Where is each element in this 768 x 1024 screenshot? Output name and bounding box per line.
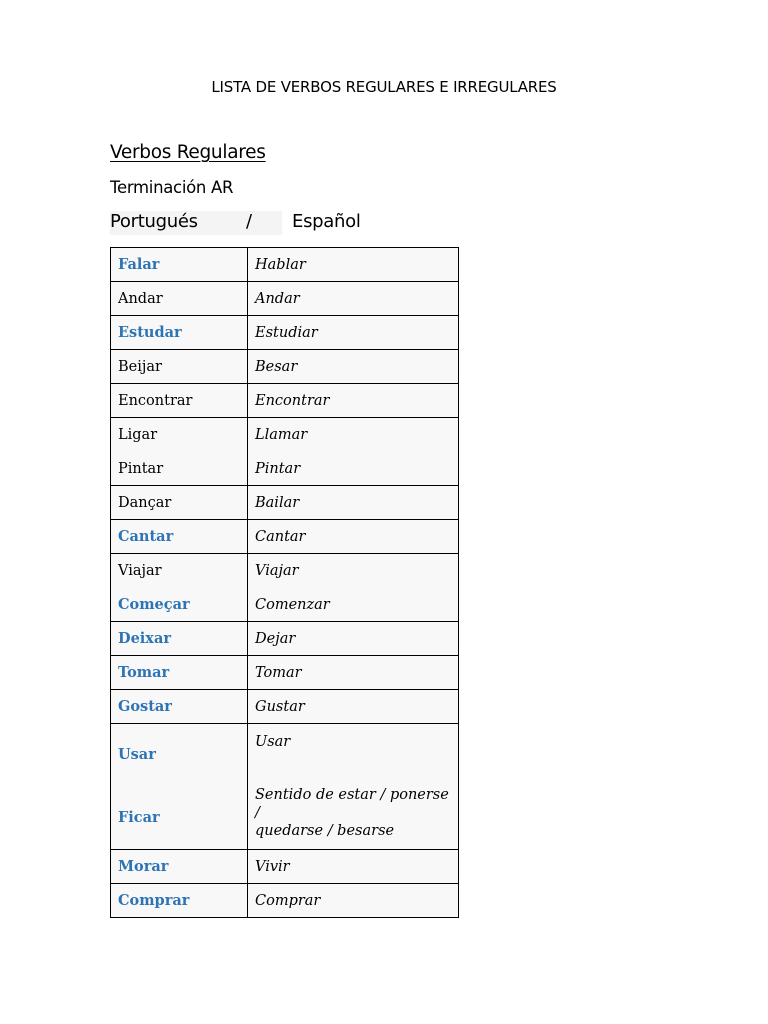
table-row bbox=[111, 690, 459, 724]
verb-portuguese: Cantar bbox=[118, 527, 174, 545]
verb-spanish: Besar bbox=[255, 358, 298, 375]
verb-portuguese: Gostar bbox=[118, 697, 172, 715]
verb-spanish: Estudiar bbox=[255, 324, 318, 341]
table-row bbox=[111, 418, 459, 486]
verb-portuguese: Comprar bbox=[118, 891, 190, 909]
verb-portuguese: Morar bbox=[118, 857, 169, 875]
verb-spanish: Llamar bbox=[255, 426, 308, 443]
verb-spanish: Dejar bbox=[255, 630, 296, 647]
table-row bbox=[111, 282, 459, 316]
table-row bbox=[111, 724, 459, 850]
verb-spanish: Usar bbox=[255, 734, 291, 750]
table-row bbox=[111, 554, 459, 622]
table-row bbox=[111, 350, 459, 384]
document-title: LISTA DE VERBOS REGULARES E IRREGULARES bbox=[211, 78, 557, 96]
verb-spanish: Comenzar bbox=[255, 596, 330, 613]
subheading: Terminación AR bbox=[110, 178, 234, 197]
column-header-portuguese: Portugués bbox=[110, 211, 198, 232]
verb-spanish: Vivir bbox=[255, 858, 290, 875]
verb-portuguese: Encontrar bbox=[118, 392, 193, 409]
table-row bbox=[111, 656, 459, 690]
verb-spanish: Andar bbox=[255, 290, 300, 307]
verb-spanish: Cantar bbox=[255, 528, 306, 545]
table-row bbox=[111, 486, 459, 520]
table-row bbox=[111, 520, 459, 554]
verb-portuguese: Dançar bbox=[118, 494, 172, 511]
table-row bbox=[111, 316, 459, 350]
verb-spanish: Pintar bbox=[255, 460, 301, 477]
verb-table bbox=[110, 247, 459, 918]
verb-spanish: Comprar bbox=[255, 892, 321, 909]
verb-portuguese: Ficar bbox=[118, 809, 160, 826]
verb-portuguese: Deixar bbox=[118, 629, 171, 647]
verb-portuguese: Estudar bbox=[118, 323, 182, 341]
table-row bbox=[111, 850, 459, 884]
column-header-separator: / bbox=[246, 211, 252, 232]
verb-spanish: Bailar bbox=[255, 494, 300, 511]
verb-portuguese: Usar bbox=[118, 746, 156, 763]
section-heading: Verbos Regulares bbox=[110, 142, 266, 163]
table-row bbox=[111, 622, 459, 656]
verb-portuguese: Ligar bbox=[118, 426, 158, 443]
verb-spanish: Tomar bbox=[255, 664, 302, 681]
verb-portuguese: Beijar bbox=[118, 358, 162, 375]
verb-portuguese: Falar bbox=[118, 255, 160, 273]
table-row bbox=[111, 884, 459, 918]
verb-portuguese: Viajar bbox=[118, 562, 162, 579]
verb-spanish: Viajar bbox=[255, 562, 299, 579]
table-row bbox=[111, 248, 459, 282]
verb-portuguese: Tomar bbox=[118, 663, 170, 681]
column-header-row bbox=[110, 211, 360, 235]
verb-spanish: Hablar bbox=[255, 256, 306, 273]
verb-portuguese: Pintar bbox=[118, 460, 164, 477]
column-header-spanish: Español bbox=[292, 211, 361, 232]
verb-spanish: Sentido de estar / ponerse / bbox=[255, 787, 449, 821]
verb-spanish: Gustar bbox=[255, 698, 305, 715]
verb-portuguese: Começar bbox=[118, 595, 190, 613]
table-row bbox=[111, 384, 459, 418]
verb-portuguese: Andar bbox=[118, 290, 163, 307]
verb-spanish-continued: quedarse / besarse bbox=[255, 823, 395, 839]
verb-spanish: Encontrar bbox=[255, 392, 330, 409]
